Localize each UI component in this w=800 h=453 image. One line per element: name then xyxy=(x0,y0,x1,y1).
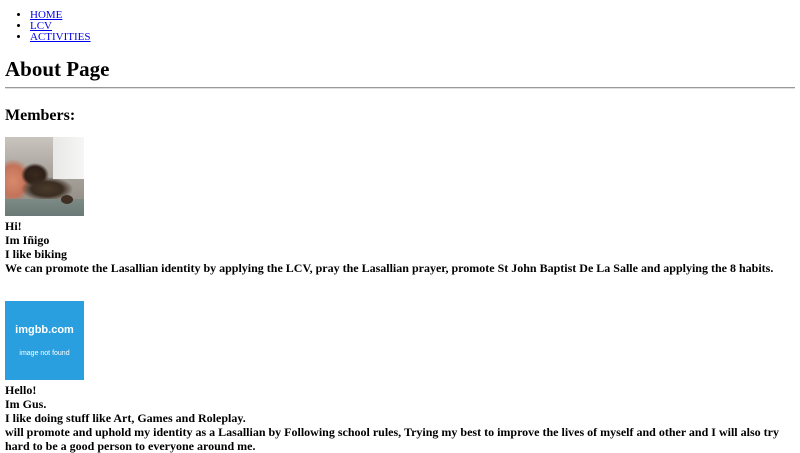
member-bio xyxy=(5,383,795,453)
member-statement: will promote and uphold my identity as a Lasallian by Following school rules, Trying my best to improve the lives of myself and other and I will also try hard to be a good person to everyone around me. xyxy=(5,425,779,453)
member-card-gus xyxy=(5,301,795,453)
photo-paw xyxy=(61,195,73,204)
placeholder-message: image not found xyxy=(19,350,70,357)
member-hobby: I like biking xyxy=(5,247,68,261)
placeholder-brand: imgbb.com xyxy=(15,324,74,336)
divider xyxy=(5,87,795,89)
member-name: Im Gus. xyxy=(5,397,47,411)
member-bio xyxy=(5,219,795,275)
nav-menu xyxy=(5,10,795,43)
nav-link-home[interactable]: HOME xyxy=(30,9,63,21)
photo-shelf xyxy=(53,137,84,179)
page-title: About Page xyxy=(5,57,110,81)
member-greeting: Hello! xyxy=(5,383,37,397)
member-hobby: I like doing stuff like Art, Games and Roleplay. xyxy=(5,411,246,425)
nav-item-home xyxy=(30,10,795,21)
member-card-inigo xyxy=(5,137,795,275)
page-content xyxy=(5,0,795,453)
section-title: Members: xyxy=(5,107,76,124)
nav-item-lcv xyxy=(30,21,795,32)
member-greeting: Hi! xyxy=(5,219,22,233)
nav-item-activities xyxy=(30,32,795,43)
nav-link-activities[interactable]: ACTIVITIES xyxy=(30,31,91,43)
member-photo-placeholder xyxy=(5,301,84,380)
member-statement: We can promote the Lasallian identity by applying the LCV, pray the Lasallian prayer, promote St John Baptist De La Salle and applying the 8 habits. xyxy=(5,261,774,275)
member-photo-cat xyxy=(5,137,84,216)
member-name: Im Iñigo xyxy=(5,233,50,247)
nav-link-lcv[interactable]: LCV xyxy=(30,20,52,32)
